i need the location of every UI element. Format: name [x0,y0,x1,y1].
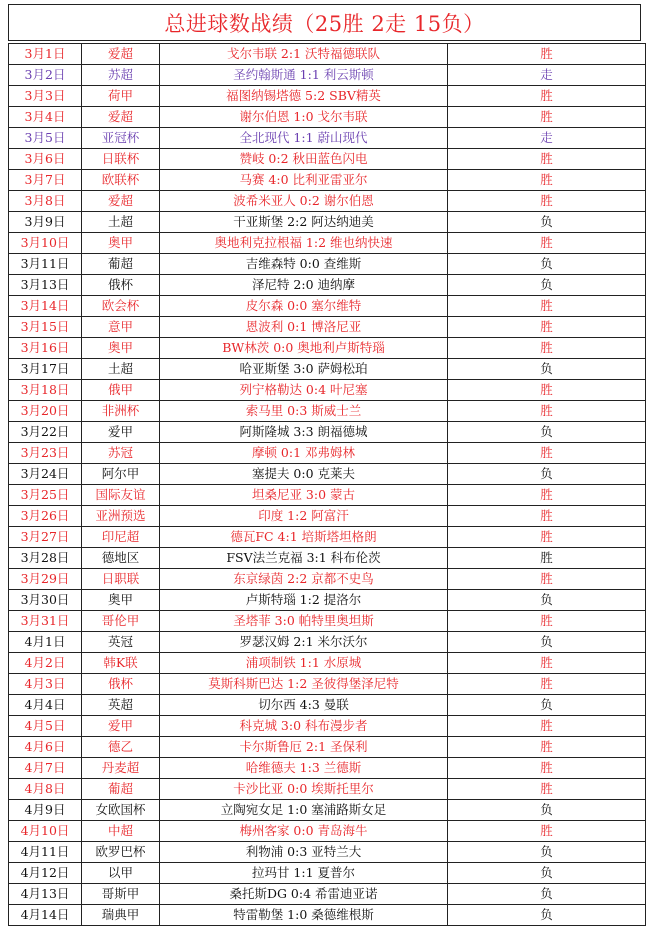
table-row [9,905,646,926]
row-result: 胜 [448,527,646,548]
row-match: 皮尔森 0:0 塞尔维特 [160,296,448,317]
row-league: 中超 [82,821,160,842]
row-match: BW林茨 0:0 奥地利卢斯特瑙 [160,338,448,359]
row-league: 葡超 [82,254,160,275]
row-match: 波希米亚人 0:2 谢尔伯恩 [160,191,448,212]
row-match: 拉玛甘 1:1 夏普尔 [160,863,448,884]
table-row [9,107,646,128]
row-match: 科克城 3:0 科布漫步者 [160,716,448,737]
row-date: 4月10日 [9,821,82,842]
row-match: 索马里 0:3 斯威士兰 [160,401,448,422]
row-match: 德瓦FC 4:1 培斯塔坦格朗 [160,527,448,548]
row-league: 奥甲 [82,590,160,611]
row-result: 胜 [448,86,646,107]
row-date: 3月7日 [9,170,82,191]
row-date: 3月6日 [9,149,82,170]
row-date: 3月11日 [9,254,82,275]
row-league: 俄杯 [82,275,160,296]
table-row [9,569,646,590]
row-league: 英冠 [82,632,160,653]
row-league: 亚洲预选 [82,506,160,527]
table-row [9,632,646,653]
row-league: 爱甲 [82,716,160,737]
row-league: 英超 [82,695,160,716]
table-row [9,233,646,254]
row-match: 泽尼特 2:0 迪纳摩 [160,275,448,296]
row-date: 3月1日 [9,44,82,65]
row-date: 4月5日 [9,716,82,737]
row-league: 爱超 [82,107,160,128]
row-league: 欧罗巴杯 [82,842,160,863]
row-league: 土超 [82,212,160,233]
row-league: 欧联杯 [82,170,160,191]
row-league: 哥伦甲 [82,611,160,632]
row-league: 女欧国杯 [82,800,160,821]
table-row [9,863,646,884]
row-date: 4月9日 [9,800,82,821]
row-date: 4月12日 [9,863,82,884]
row-match: 东京绿茵 2:2 京都不史鸟 [160,569,448,590]
row-match: 谢尔伯恩 1:0 戈尔韦联 [160,107,448,128]
row-result: 胜 [448,401,646,422]
row-result: 胜 [448,506,646,527]
row-result: 负 [448,212,646,233]
row-result: 胜 [448,170,646,191]
row-date: 3月25日 [9,485,82,506]
row-match: 莫斯科斯巴达 1:2 圣彼得堡泽尼特 [160,674,448,695]
row-date: 3月24日 [9,464,82,485]
row-result: 胜 [448,611,646,632]
table-row [9,758,646,779]
row-league: 哥斯甲 [82,884,160,905]
row-date: 3月14日 [9,296,82,317]
table-row [9,653,646,674]
row-league: 韩K联 [82,653,160,674]
row-date: 3月23日 [9,443,82,464]
table-row [9,800,646,821]
row-league: 俄甲 [82,380,160,401]
row-result: 胜 [448,779,646,800]
row-result: 胜 [448,338,646,359]
row-result: 胜 [448,485,646,506]
row-league: 日联杯 [82,149,160,170]
table-row [9,821,646,842]
row-league: 爱超 [82,191,160,212]
row-match: 卡沙比亚 0:0 埃斯托里尔 [160,779,448,800]
table-row [9,779,646,800]
row-date: 3月15日 [9,317,82,338]
table-row [9,317,646,338]
row-result: 负 [448,632,646,653]
row-date: 3月16日 [9,338,82,359]
row-match: 戈尔韦联 2:1 沃特福德联队 [160,44,448,65]
row-result: 走 [448,128,646,149]
row-match: 全北现代 1:1 蔚山现代 [160,128,448,149]
row-date: 3月4日 [9,107,82,128]
row-result: 负 [448,422,646,443]
row-league: 德乙 [82,737,160,758]
row-match: 列宁格勒达 0:4 叶尼塞 [160,380,448,401]
table-row [9,401,646,422]
row-league: 国际友谊 [82,485,160,506]
row-match: 哈维德夫 1:3 兰德斯 [160,758,448,779]
row-date: 4月14日 [9,905,82,926]
row-league: 爱超 [82,44,160,65]
row-league: 丹麦超 [82,758,160,779]
row-result: 胜 [448,317,646,338]
row-result: 负 [448,359,646,380]
table-row [9,44,646,65]
row-match: 浦项制铁 1:1 水原城 [160,653,448,674]
row-date: 4月11日 [9,842,82,863]
table-row [9,485,646,506]
row-date: 3月29日 [9,569,82,590]
row-result: 胜 [448,107,646,128]
row-result: 胜 [448,674,646,695]
row-league: 意甲 [82,317,160,338]
table-row [9,443,646,464]
row-result: 胜 [448,233,646,254]
row-result: 胜 [448,716,646,737]
row-result: 胜 [448,548,646,569]
row-league: 奥甲 [82,233,160,254]
row-result: 负 [448,275,646,296]
table-row [9,716,646,737]
row-result: 胜 [448,821,646,842]
row-match: FSV法兰克福 3:1 科布伦茨 [160,548,448,569]
table-row [9,86,646,107]
row-match: 罗瑟汉姆 2:1 米尔沃尔 [160,632,448,653]
table-row [9,65,646,86]
row-match: 梅州客家 0:0 青岛海牛 [160,821,448,842]
results-table-body [9,44,646,926]
table-row [9,422,646,443]
row-result: 负 [448,254,646,275]
row-result: 胜 [448,149,646,170]
row-league: 阿尔甲 [82,464,160,485]
row-match: 圣塔菲 3:0 帕特里奥坦斯 [160,611,448,632]
row-date: 4月3日 [9,674,82,695]
row-result: 负 [448,695,646,716]
row-date: 4月6日 [9,737,82,758]
row-league: 亚冠杯 [82,128,160,149]
row-date: 3月18日 [9,380,82,401]
row-result: 负 [448,863,646,884]
row-league: 土超 [82,359,160,380]
row-date: 3月22日 [9,422,82,443]
table-row [9,338,646,359]
table-row [9,170,646,191]
row-match: 塞提夫 0:0 克莱夫 [160,464,448,485]
table-row [9,695,646,716]
row-result: 胜 [448,653,646,674]
table-row [9,611,646,632]
row-match: 印度 1:2 阿富汗 [160,506,448,527]
row-result: 胜 [448,191,646,212]
row-match: 桑托斯DG 0:4 希雷迪亚诺 [160,884,448,905]
row-match: 坦桑尼亚 3:0 蒙古 [160,485,448,506]
row-result: 胜 [448,758,646,779]
table-row [9,590,646,611]
row-match: 福图纳锡塔德 5:2 SBV精英 [160,86,448,107]
row-date: 4月1日 [9,632,82,653]
row-match: 利物浦 0:3 亚特兰大 [160,842,448,863]
row-date: 4月2日 [9,653,82,674]
row-result: 胜 [448,737,646,758]
results-table [8,43,646,926]
row-result: 胜 [448,569,646,590]
row-date: 3月10日 [9,233,82,254]
row-result: 走 [448,65,646,86]
table-row [9,674,646,695]
row-match: 卢斯特瑙 1:2 提洛尔 [160,590,448,611]
row-match: 干亚斯堡 2:2 阿达纳迪美 [160,212,448,233]
table-row [9,296,646,317]
row-league: 以甲 [82,863,160,884]
row-date: 4月7日 [9,758,82,779]
row-league: 俄杯 [82,674,160,695]
row-match: 奥地利克拉根福 1:2 维也纳快速 [160,233,448,254]
row-league: 欧会杯 [82,296,160,317]
row-date: 3月27日 [9,527,82,548]
row-league: 荷甲 [82,86,160,107]
row-date: 3月9日 [9,212,82,233]
row-result: 负 [448,800,646,821]
row-date: 3月20日 [9,401,82,422]
row-match: 切尔西 4:3 曼联 [160,695,448,716]
row-match: 卡尔斯鲁厄 2:1 圣保利 [160,737,448,758]
row-league: 日职联 [82,569,160,590]
row-date: 3月3日 [9,86,82,107]
table-row [9,506,646,527]
row-league: 爱甲 [82,422,160,443]
row-result: 负 [448,905,646,926]
row-result: 胜 [448,443,646,464]
table-row [9,842,646,863]
row-league: 葡超 [82,779,160,800]
table-row [9,254,646,275]
row-result: 负 [448,464,646,485]
row-match: 特雷勒堡 1:0 桑德维根斯 [160,905,448,926]
row-league: 非洲杯 [82,401,160,422]
row-date: 3月13日 [9,275,82,296]
table-row [9,359,646,380]
row-date: 3月30日 [9,590,82,611]
row-match: 摩顿 0:1 邓弗姆林 [160,443,448,464]
table-row [9,128,646,149]
row-date: 4月4日 [9,695,82,716]
row-date: 3月26日 [9,506,82,527]
table-row [9,884,646,905]
row-league: 德地区 [82,548,160,569]
row-result: 胜 [448,296,646,317]
row-match: 阿斯隆城 3:3 朗福德城 [160,422,448,443]
row-date: 3月31日 [9,611,82,632]
table-row [9,149,646,170]
table-row [9,548,646,569]
row-date: 4月13日 [9,884,82,905]
row-match: 圣约翰斯通 1:1 利云斯顿 [160,65,448,86]
row-date: 3月2日 [9,65,82,86]
page-title: 总进球数战绩（25胜 2走 15负） [8,4,641,41]
table-row [9,527,646,548]
row-result: 胜 [448,44,646,65]
row-result: 负 [448,842,646,863]
row-match: 马赛 4:0 比利亚雷亚尔 [160,170,448,191]
table-row [9,275,646,296]
row-match: 吉维森特 0:0 查维斯 [160,254,448,275]
row-date: 3月17日 [9,359,82,380]
table-row [9,380,646,401]
row-match: 立陶宛女足 1:0 塞浦路斯女足 [160,800,448,821]
table-row [9,737,646,758]
table-row [9,191,646,212]
row-league: 苏冠 [82,443,160,464]
row-result: 负 [448,590,646,611]
row-league: 苏超 [82,65,160,86]
row-date: 3月5日 [9,128,82,149]
row-league: 印尼超 [82,527,160,548]
row-match: 恩波利 0:1 博洛尼亚 [160,317,448,338]
table-row [9,212,646,233]
row-date: 3月8日 [9,191,82,212]
row-match: 赞岐 0:2 秋田蓝色闪电 [160,149,448,170]
row-date: 3月28日 [9,548,82,569]
row-league: 瑞典甲 [82,905,160,926]
row-match: 哈亚斯堡 3:0 萨姆松珀 [160,359,448,380]
row-result: 胜 [448,380,646,401]
row-league: 奥甲 [82,338,160,359]
row-result: 负 [448,884,646,905]
table-row [9,464,646,485]
row-date: 4月8日 [9,779,82,800]
